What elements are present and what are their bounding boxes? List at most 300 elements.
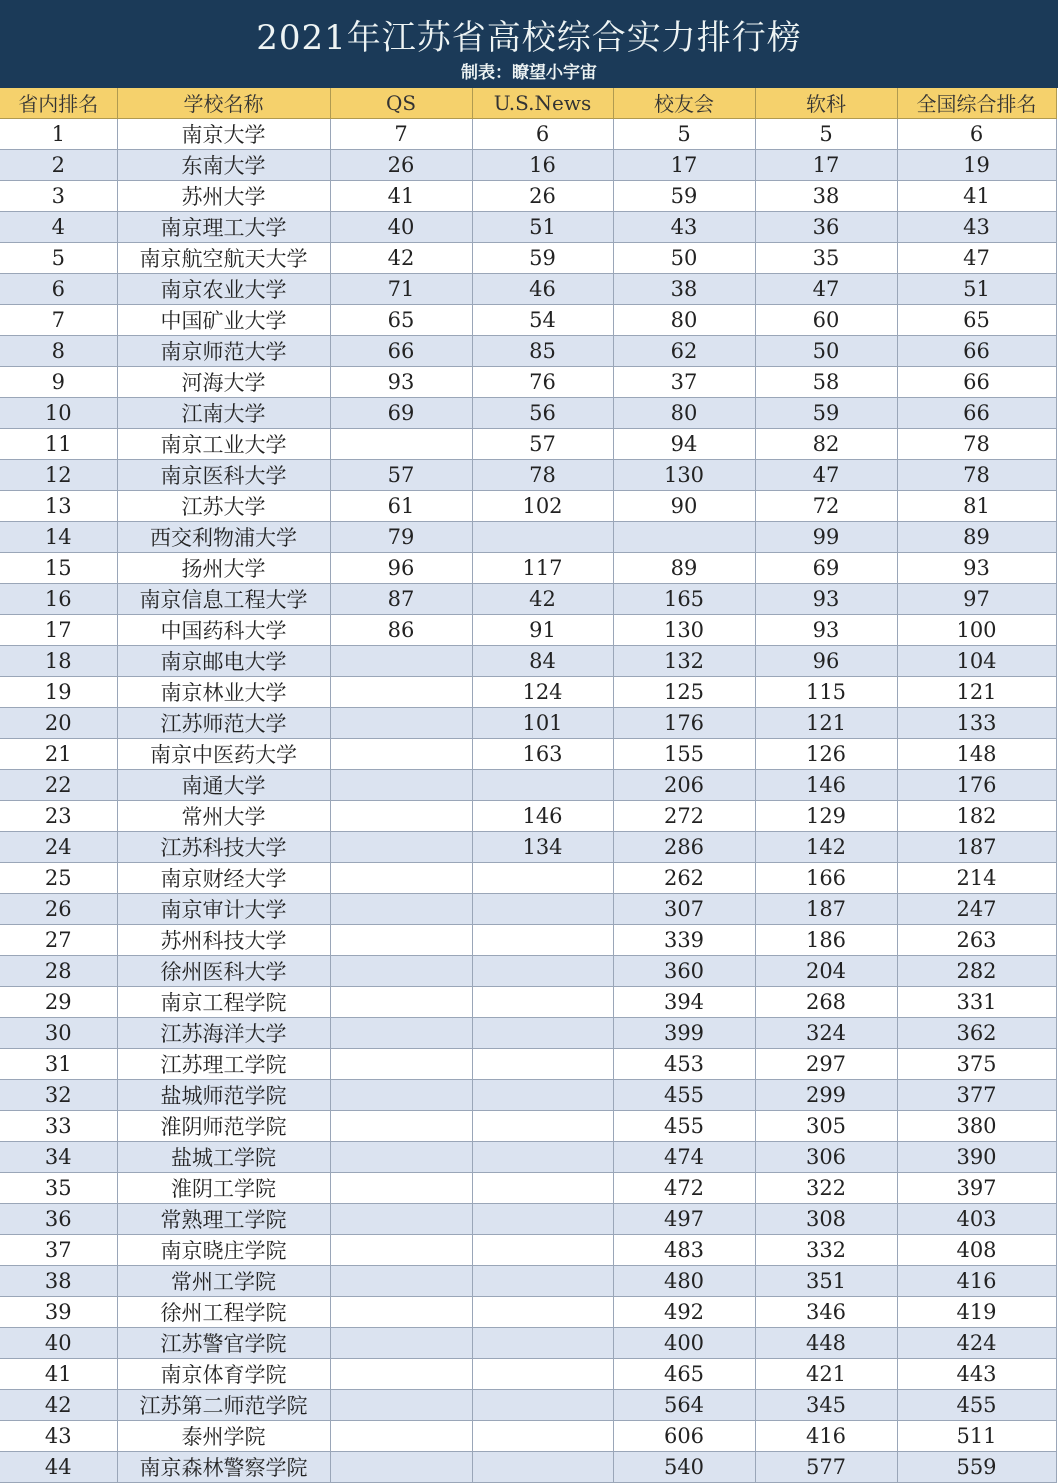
cell-province-rank: 4 <box>0 211 117 242</box>
table-row <box>0 1327 1056 1358</box>
cell-qs-rank: 86 <box>330 614 472 645</box>
cell-alumni-rank: 472 <box>613 1172 755 1203</box>
cell-shanghai-rank: 129 <box>755 800 897 831</box>
table-row <box>0 986 1056 1017</box>
cell-usnews-rank <box>472 1017 613 1048</box>
cell-usnews-rank: 85 <box>472 335 613 366</box>
cell-qs-rank: 65 <box>330 304 472 335</box>
cell-alumni-rank: 474 <box>613 1141 755 1172</box>
cell-alumni-rank: 339 <box>613 924 755 955</box>
cell-usnews-rank: 46 <box>472 273 613 304</box>
cell-national-rank: 65 <box>897 304 1056 335</box>
cell-province-rank: 32 <box>0 1079 117 1110</box>
table-row <box>0 1172 1056 1203</box>
cell-usnews-rank <box>472 1358 613 1389</box>
cell-school-name: 江苏第二师范学院 <box>117 1389 330 1420</box>
cell-qs-rank: 7 <box>330 118 472 149</box>
cell-national-rank: 78 <box>897 428 1056 459</box>
cell-shanghai-rank: 17 <box>755 149 897 180</box>
cell-qs-rank: 26 <box>330 149 472 180</box>
cell-alumni-rank: 43 <box>613 211 755 242</box>
cell-province-rank: 34 <box>0 1141 117 1172</box>
table-row <box>0 397 1056 428</box>
cell-national-rank: 375 <box>897 1048 1056 1079</box>
cell-national-rank: 104 <box>897 645 1056 676</box>
cell-national-rank: 377 <box>897 1079 1056 1110</box>
cell-school-name: 南京财经大学 <box>117 862 330 893</box>
table-row <box>0 707 1056 738</box>
cell-national-rank: 6 <box>897 118 1056 149</box>
table-row <box>0 552 1056 583</box>
table-header-row <box>0 88 1056 118</box>
cell-alumni-rank: 176 <box>613 707 755 738</box>
cell-shanghai-rank: 345 <box>755 1389 897 1420</box>
cell-qs-rank <box>330 676 472 707</box>
column-header-province-rank: 省内排名 <box>0 88 117 118</box>
cell-national-rank: 93 <box>897 552 1056 583</box>
cell-qs-rank <box>330 1017 472 1048</box>
cell-alumni-rank: 307 <box>613 893 755 924</box>
cell-province-rank: 20 <box>0 707 117 738</box>
cell-shanghai-rank: 577 <box>755 1451 897 1482</box>
cell-province-rank: 19 <box>0 676 117 707</box>
cell-alumni-rank: 480 <box>613 1265 755 1296</box>
cell-alumni-rank: 453 <box>613 1048 755 1079</box>
cell-national-rank: 89 <box>897 521 1056 552</box>
cell-school-name: 南京医科大学 <box>117 459 330 490</box>
cell-usnews-rank: 57 <box>472 428 613 459</box>
cell-usnews-rank: 42 <box>472 583 613 614</box>
cell-school-name: 江苏大学 <box>117 490 330 521</box>
cell-national-rank: 419 <box>897 1296 1056 1327</box>
cell-alumni-rank: 94 <box>613 428 755 459</box>
cell-national-rank: 66 <box>897 397 1056 428</box>
cell-national-rank: 380 <box>897 1110 1056 1141</box>
title-banner <box>0 0 1058 88</box>
cell-school-name: 南京师范大学 <box>117 335 330 366</box>
cell-usnews-rank: 91 <box>472 614 613 645</box>
cell-usnews-rank: 101 <box>472 707 613 738</box>
table-row <box>0 1265 1056 1296</box>
table-row <box>0 180 1056 211</box>
cell-shanghai-rank: 93 <box>755 583 897 614</box>
cell-usnews-rank <box>472 1420 613 1451</box>
ranking-table <box>0 88 1057 1483</box>
cell-alumni-rank: 564 <box>613 1389 755 1420</box>
page-title: 2021年江苏省高校综合实力排行榜 <box>256 18 802 58</box>
cell-qs-rank <box>330 1048 472 1079</box>
cell-qs-rank: 66 <box>330 335 472 366</box>
cell-school-name: 南通大学 <box>117 769 330 800</box>
cell-school-name: 淮阴师范学院 <box>117 1110 330 1141</box>
cell-alumni-rank: 455 <box>613 1079 755 1110</box>
cell-school-name: 江苏师范大学 <box>117 707 330 738</box>
cell-qs-rank <box>330 1234 472 1265</box>
cell-national-rank: 133 <box>897 707 1056 738</box>
cell-school-name: 南京中医药大学 <box>117 738 330 769</box>
cell-usnews-rank <box>472 1389 613 1420</box>
cell-qs-rank: 96 <box>330 552 472 583</box>
cell-shanghai-rank: 416 <box>755 1420 897 1451</box>
cell-province-rank: 23 <box>0 800 117 831</box>
cell-province-rank: 9 <box>0 366 117 397</box>
cell-province-rank: 22 <box>0 769 117 800</box>
cell-alumni-rank: 465 <box>613 1358 755 1389</box>
cell-usnews-rank: 54 <box>472 304 613 335</box>
cell-school-name: 盐城工学院 <box>117 1141 330 1172</box>
cell-qs-rank <box>330 1141 472 1172</box>
cell-province-rank: 40 <box>0 1327 117 1358</box>
cell-province-rank: 28 <box>0 955 117 986</box>
cell-shanghai-rank: 58 <box>755 366 897 397</box>
cell-province-rank: 42 <box>0 1389 117 1420</box>
cell-province-rank: 17 <box>0 614 117 645</box>
cell-alumni-rank: 262 <box>613 862 755 893</box>
cell-alumni-rank: 59 <box>613 180 755 211</box>
cell-qs-rank <box>330 1296 472 1327</box>
cell-school-name: 常州大学 <box>117 800 330 831</box>
cell-shanghai-rank: 96 <box>755 645 897 676</box>
cell-national-rank: 263 <box>897 924 1056 955</box>
cell-national-rank: 362 <box>897 1017 1056 1048</box>
cell-school-name: 南京森林警察学院 <box>117 1451 330 1482</box>
cell-alumni-rank: 206 <box>613 769 755 800</box>
cell-qs-rank: 71 <box>330 273 472 304</box>
cell-province-rank: 27 <box>0 924 117 955</box>
cell-alumni-rank: 540 <box>613 1451 755 1482</box>
cell-school-name: 徐州工程学院 <box>117 1296 330 1327</box>
cell-usnews-rank <box>472 1451 613 1482</box>
cell-province-rank: 6 <box>0 273 117 304</box>
cell-usnews-rank: 124 <box>472 676 613 707</box>
cell-province-rank: 35 <box>0 1172 117 1203</box>
cell-school-name: 南京农业大学 <box>117 273 330 304</box>
cell-usnews-rank <box>472 986 613 1017</box>
cell-qs-rank <box>330 1079 472 1110</box>
cell-shanghai-rank: 187 <box>755 893 897 924</box>
cell-province-rank: 3 <box>0 180 117 211</box>
cell-shanghai-rank: 93 <box>755 614 897 645</box>
cell-usnews-rank <box>472 1327 613 1358</box>
column-header-national-rank: 全国综合排名 <box>897 88 1056 118</box>
cell-usnews-rank <box>472 1110 613 1141</box>
table-row <box>0 1110 1056 1141</box>
cell-school-name: 泰州学院 <box>117 1420 330 1451</box>
page-subtitle: 制表：瞭望小宇宙 <box>461 63 597 83</box>
table-row <box>0 614 1056 645</box>
cell-qs-rank <box>330 862 472 893</box>
cell-alumni-rank: 130 <box>613 614 755 645</box>
cell-qs-rank: 57 <box>330 459 472 490</box>
cell-national-rank: 397 <box>897 1172 1056 1203</box>
cell-school-name: 南京邮电大学 <box>117 645 330 676</box>
column-header-shanghai-rank: 软科 <box>755 88 897 118</box>
table-row <box>0 1389 1056 1420</box>
cell-province-rank: 16 <box>0 583 117 614</box>
cell-alumni-rank: 606 <box>613 1420 755 1451</box>
cell-province-rank: 36 <box>0 1203 117 1234</box>
cell-usnews-rank: 26 <box>472 180 613 211</box>
table-row <box>0 676 1056 707</box>
cell-shanghai-rank: 50 <box>755 335 897 366</box>
cell-qs-rank <box>330 1451 472 1482</box>
cell-national-rank: 66 <box>897 366 1056 397</box>
cell-alumni-rank: 286 <box>613 831 755 862</box>
cell-usnews-rank <box>472 893 613 924</box>
cell-shanghai-rank: 448 <box>755 1327 897 1358</box>
table-row <box>0 955 1056 986</box>
cell-shanghai-rank: 99 <box>755 521 897 552</box>
cell-alumni-rank <box>613 521 755 552</box>
cell-school-name: 南京审计大学 <box>117 893 330 924</box>
cell-national-rank: 121 <box>897 676 1056 707</box>
cell-qs-rank: 79 <box>330 521 472 552</box>
cell-usnews-rank: 117 <box>472 552 613 583</box>
cell-alumni-rank: 155 <box>613 738 755 769</box>
cell-shanghai-rank: 305 <box>755 1110 897 1141</box>
table-row <box>0 304 1056 335</box>
cell-qs-rank <box>330 1389 472 1420</box>
table-row <box>0 831 1056 862</box>
cell-alumni-rank: 89 <box>613 552 755 583</box>
cell-usnews-rank <box>472 924 613 955</box>
cell-province-rank: 7 <box>0 304 117 335</box>
cell-school-name: 中国药科大学 <box>117 614 330 645</box>
table-row <box>0 521 1056 552</box>
cell-usnews-rank <box>472 1234 613 1265</box>
cell-province-rank: 38 <box>0 1265 117 1296</box>
cell-national-rank: 66 <box>897 335 1056 366</box>
cell-usnews-rank <box>472 1203 613 1234</box>
table-row <box>0 490 1056 521</box>
table-row <box>0 1234 1056 1265</box>
cell-province-rank: 10 <box>0 397 117 428</box>
cell-school-name: 河海大学 <box>117 366 330 397</box>
cell-school-name: 徐州医科大学 <box>117 955 330 986</box>
cell-qs-rank <box>330 1420 472 1451</box>
cell-shanghai-rank: 351 <box>755 1265 897 1296</box>
cell-province-rank: 18 <box>0 645 117 676</box>
cell-shanghai-rank: 421 <box>755 1358 897 1389</box>
cell-shanghai-rank: 36 <box>755 211 897 242</box>
cell-school-name: 江苏科技大学 <box>117 831 330 862</box>
cell-alumni-rank: 80 <box>613 397 755 428</box>
cell-school-name: 西交利物浦大学 <box>117 521 330 552</box>
cell-province-rank: 26 <box>0 893 117 924</box>
cell-usnews-rank: 51 <box>472 211 613 242</box>
cell-usnews-rank: 146 <box>472 800 613 831</box>
cell-alumni-rank: 17 <box>613 149 755 180</box>
cell-national-rank: 282 <box>897 955 1056 986</box>
cell-shanghai-rank: 204 <box>755 955 897 986</box>
cell-province-rank: 44 <box>0 1451 117 1482</box>
cell-shanghai-rank: 69 <box>755 552 897 583</box>
cell-shanghai-rank: 142 <box>755 831 897 862</box>
cell-school-name: 南京大学 <box>117 118 330 149</box>
cell-alumni-rank: 130 <box>613 459 755 490</box>
cell-qs-rank: 61 <box>330 490 472 521</box>
cell-national-rank: 41 <box>897 180 1056 211</box>
cell-alumni-rank: 394 <box>613 986 755 1017</box>
cell-national-rank: 214 <box>897 862 1056 893</box>
cell-national-rank: 187 <box>897 831 1056 862</box>
table-row <box>0 1048 1056 1079</box>
cell-school-name: 江苏海洋大学 <box>117 1017 330 1048</box>
cell-shanghai-rank: 166 <box>755 862 897 893</box>
cell-province-rank: 24 <box>0 831 117 862</box>
cell-usnews-rank: 84 <box>472 645 613 676</box>
cell-usnews-rank <box>472 1048 613 1079</box>
cell-school-name: 南京体育学院 <box>117 1358 330 1389</box>
cell-shanghai-rank: 308 <box>755 1203 897 1234</box>
cell-shanghai-rank: 47 <box>755 459 897 490</box>
table-row <box>0 149 1056 180</box>
column-header-school-name: 学校名称 <box>117 88 330 118</box>
cell-shanghai-rank: 60 <box>755 304 897 335</box>
cell-shanghai-rank: 72 <box>755 490 897 521</box>
table-row <box>0 583 1056 614</box>
cell-national-rank: 331 <box>897 986 1056 1017</box>
cell-shanghai-rank: 59 <box>755 397 897 428</box>
cell-shanghai-rank: 297 <box>755 1048 897 1079</box>
cell-province-rank: 11 <box>0 428 117 459</box>
table-row <box>0 1017 1056 1048</box>
table-row <box>0 924 1056 955</box>
cell-shanghai-rank: 35 <box>755 242 897 273</box>
cell-national-rank: 416 <box>897 1265 1056 1296</box>
cell-usnews-rank: 102 <box>472 490 613 521</box>
table-row <box>0 1296 1056 1327</box>
cell-school-name: 苏州大学 <box>117 180 330 211</box>
table-row <box>0 1358 1056 1389</box>
cell-usnews-rank <box>472 1172 613 1203</box>
cell-shanghai-rank: 146 <box>755 769 897 800</box>
table-row <box>0 800 1056 831</box>
cell-national-rank: 424 <box>897 1327 1056 1358</box>
cell-province-rank: 21 <box>0 738 117 769</box>
cell-shanghai-rank: 38 <box>755 180 897 211</box>
cell-alumni-rank: 125 <box>613 676 755 707</box>
cell-national-rank: 390 <box>897 1141 1056 1172</box>
cell-province-rank: 2 <box>0 149 117 180</box>
cell-national-rank: 81 <box>897 490 1056 521</box>
cell-province-rank: 41 <box>0 1358 117 1389</box>
table-row <box>0 428 1056 459</box>
cell-qs-rank <box>330 645 472 676</box>
cell-alumni-rank: 90 <box>613 490 755 521</box>
cell-alumni-rank: 5 <box>613 118 755 149</box>
cell-shanghai-rank: 82 <box>755 428 897 459</box>
cell-qs-rank: 93 <box>330 366 472 397</box>
cell-usnews-rank: 78 <box>472 459 613 490</box>
cell-qs-rank: 69 <box>330 397 472 428</box>
cell-school-name: 苏州科技大学 <box>117 924 330 955</box>
table-row <box>0 118 1056 149</box>
table-row <box>0 335 1056 366</box>
cell-national-rank: 403 <box>897 1203 1056 1234</box>
table-row <box>0 862 1056 893</box>
cell-province-rank: 39 <box>0 1296 117 1327</box>
cell-qs-rank <box>330 955 472 986</box>
cell-qs-rank <box>330 831 472 862</box>
cell-shanghai-rank: 268 <box>755 986 897 1017</box>
cell-shanghai-rank: 324 <box>755 1017 897 1048</box>
cell-qs-rank <box>330 428 472 459</box>
cell-alumni-rank: 62 <box>613 335 755 366</box>
cell-school-name: 南京林业大学 <box>117 676 330 707</box>
cell-school-name: 东南大学 <box>117 149 330 180</box>
cell-usnews-rank <box>472 1296 613 1327</box>
column-header-qs-rank: QS <box>330 88 472 118</box>
cell-school-name: 盐城师范学院 <box>117 1079 330 1110</box>
cell-usnews-rank <box>472 955 613 986</box>
cell-usnews-rank <box>472 521 613 552</box>
table-row <box>0 242 1056 273</box>
cell-province-rank: 12 <box>0 459 117 490</box>
cell-qs-rank <box>330 986 472 1017</box>
cell-shanghai-rank: 322 <box>755 1172 897 1203</box>
table-row <box>0 366 1056 397</box>
cell-shanghai-rank: 5 <box>755 118 897 149</box>
cell-alumni-rank: 492 <box>613 1296 755 1327</box>
cell-national-rank: 176 <box>897 769 1056 800</box>
table-row <box>0 893 1056 924</box>
cell-school-name: 南京航空航天大学 <box>117 242 330 273</box>
cell-national-rank: 97 <box>897 583 1056 614</box>
cell-shanghai-rank: 332 <box>755 1234 897 1265</box>
cell-national-rank: 148 <box>897 738 1056 769</box>
cell-qs-rank <box>330 1203 472 1234</box>
cell-national-rank: 78 <box>897 459 1056 490</box>
cell-shanghai-rank: 306 <box>755 1141 897 1172</box>
cell-alumni-rank: 360 <box>613 955 755 986</box>
cell-province-rank: 37 <box>0 1234 117 1265</box>
table-row <box>0 1141 1056 1172</box>
table-row <box>0 1451 1056 1482</box>
cell-qs-rank <box>330 1172 472 1203</box>
cell-province-rank: 14 <box>0 521 117 552</box>
cell-qs-rank: 87 <box>330 583 472 614</box>
cell-alumni-rank: 483 <box>613 1234 755 1265</box>
cell-qs-rank <box>330 769 472 800</box>
cell-school-name: 南京工业大学 <box>117 428 330 459</box>
cell-province-rank: 29 <box>0 986 117 1017</box>
cell-national-rank: 455 <box>897 1389 1056 1420</box>
cell-province-rank: 43 <box>0 1420 117 1451</box>
cell-national-rank: 100 <box>897 614 1056 645</box>
cell-national-rank: 51 <box>897 273 1056 304</box>
cell-usnews-rank: 59 <box>472 242 613 273</box>
cell-shanghai-rank: 299 <box>755 1079 897 1110</box>
cell-usnews-rank <box>472 862 613 893</box>
cell-province-rank: 13 <box>0 490 117 521</box>
cell-qs-rank <box>330 800 472 831</box>
cell-usnews-rank: 16 <box>472 149 613 180</box>
cell-school-name: 淮阴工学院 <box>117 1172 330 1203</box>
cell-school-name: 南京晓庄学院 <box>117 1234 330 1265</box>
table-row <box>0 645 1056 676</box>
cell-school-name: 江南大学 <box>117 397 330 428</box>
cell-shanghai-rank: 186 <box>755 924 897 955</box>
cell-alumni-rank: 37 <box>613 366 755 397</box>
cell-alumni-rank: 132 <box>613 645 755 676</box>
cell-school-name: 南京理工大学 <box>117 211 330 242</box>
table-row <box>0 1203 1056 1234</box>
table-row <box>0 459 1056 490</box>
cell-province-rank: 5 <box>0 242 117 273</box>
cell-province-rank: 1 <box>0 118 117 149</box>
cell-usnews-rank: 163 <box>472 738 613 769</box>
